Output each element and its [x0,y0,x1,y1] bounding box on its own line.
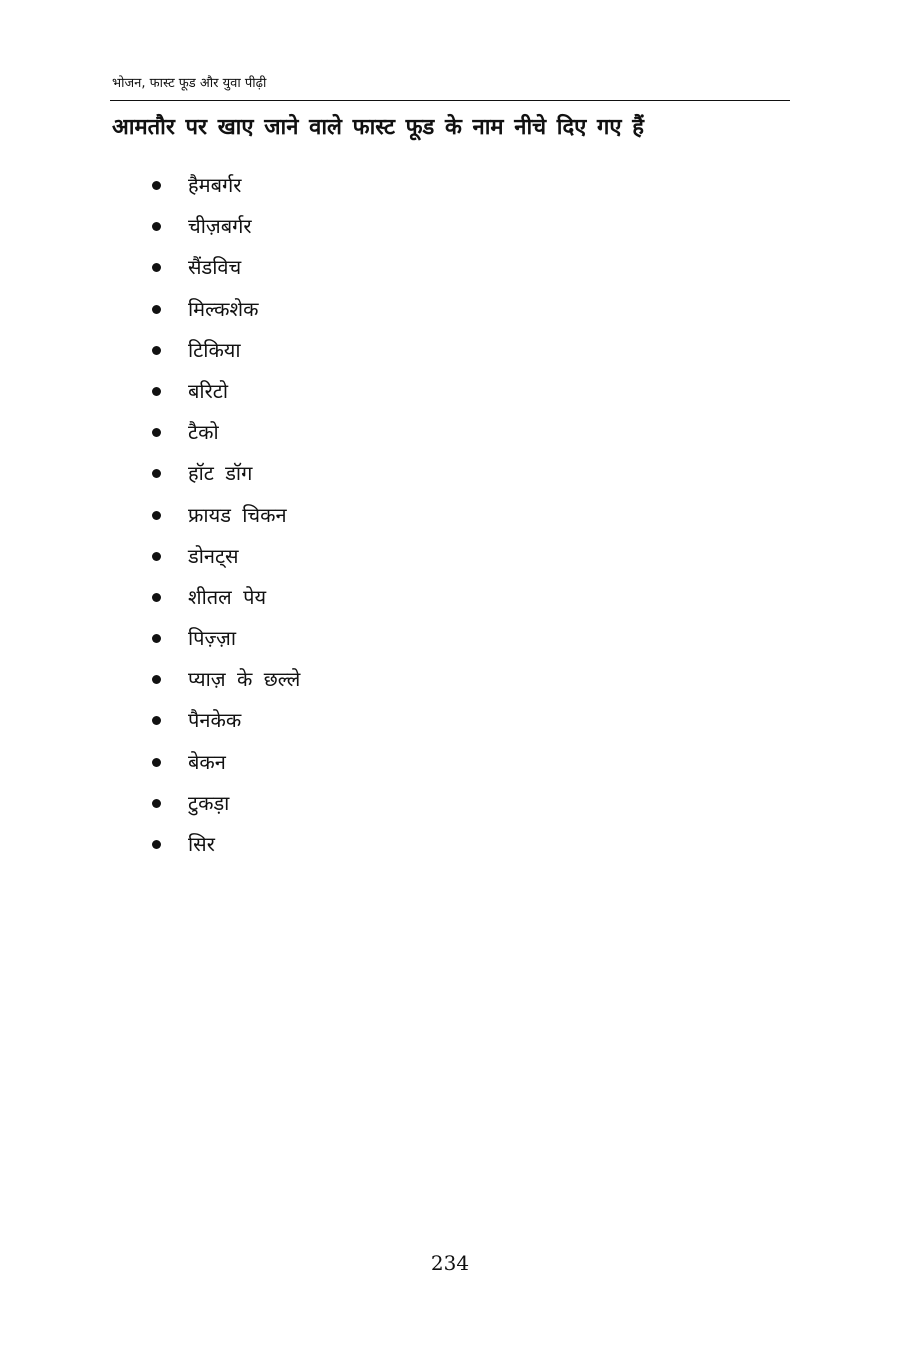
bullet-icon [152,428,161,437]
bullet-icon [152,675,161,684]
fast-food-list [0,165,900,865]
list-item-label: प्याज़ के छल्ले [188,667,301,692]
list-item-label: हॉट डॉग [188,461,253,486]
list-item [0,247,900,288]
list-item-label: हैमबर्गर [188,173,242,197]
list-item-label: बेकन [188,749,226,774]
bullet-icon [152,593,161,602]
list-item-label: शीतल पेय [188,584,267,609]
bullet-icon [152,511,161,520]
list-item-label: फ्रायड चिकन [188,502,287,527]
list-item [0,371,900,412]
bullet-icon [152,799,161,808]
list-item [0,536,900,577]
list-item [0,453,900,494]
list-item-label: मिल्कशेक [188,296,259,321]
list-item [0,289,900,330]
bullet-icon [152,552,161,561]
bullet-icon [152,634,161,643]
bullet-icon [152,716,161,725]
list-item [0,659,900,700]
list-item-label: बरिटो [188,378,229,403]
bullet-icon [152,469,161,478]
list-item [0,824,900,865]
list-item [0,206,900,247]
bullet-icon [152,181,161,190]
list-item-label: टुकड़ा [188,790,230,815]
list-item [0,330,900,371]
list-item [0,165,900,206]
bullet-icon [152,840,161,849]
list-item-label: पिज़्ज़ा [188,626,236,651]
bullet-icon [152,758,161,767]
section-heading: आमतौर पर खाए जाने वाले फास्ट फूड के नाम नीचे दिए गए हैं [112,115,644,140]
list-item-label: सैंडविच [188,255,242,280]
bullet-icon [152,305,161,314]
list-item [0,783,900,824]
bullet-icon [152,263,161,272]
list-item [0,618,900,659]
list-item-label: पैनकेक [188,708,242,733]
list-item [0,700,900,741]
header-divider [110,100,790,101]
list-item [0,742,900,783]
list-item [0,577,900,618]
bullet-icon [152,222,161,231]
page-number: 234 [430,1251,470,1275]
list-item-label: टैको [188,420,219,445]
list-item [0,412,900,453]
list-item-label: टिकिया [188,337,241,362]
list-item-label: डोनट्स [188,543,239,568]
bullet-icon [152,387,161,396]
running-header: भोजन, फास्ट फूड और युवा पीढ़ी [112,76,267,91]
list-item [0,495,900,536]
list-item-label: चीज़बर्गर [188,214,252,239]
bullet-icon [152,346,161,355]
list-item-label: सिर [188,832,215,856]
